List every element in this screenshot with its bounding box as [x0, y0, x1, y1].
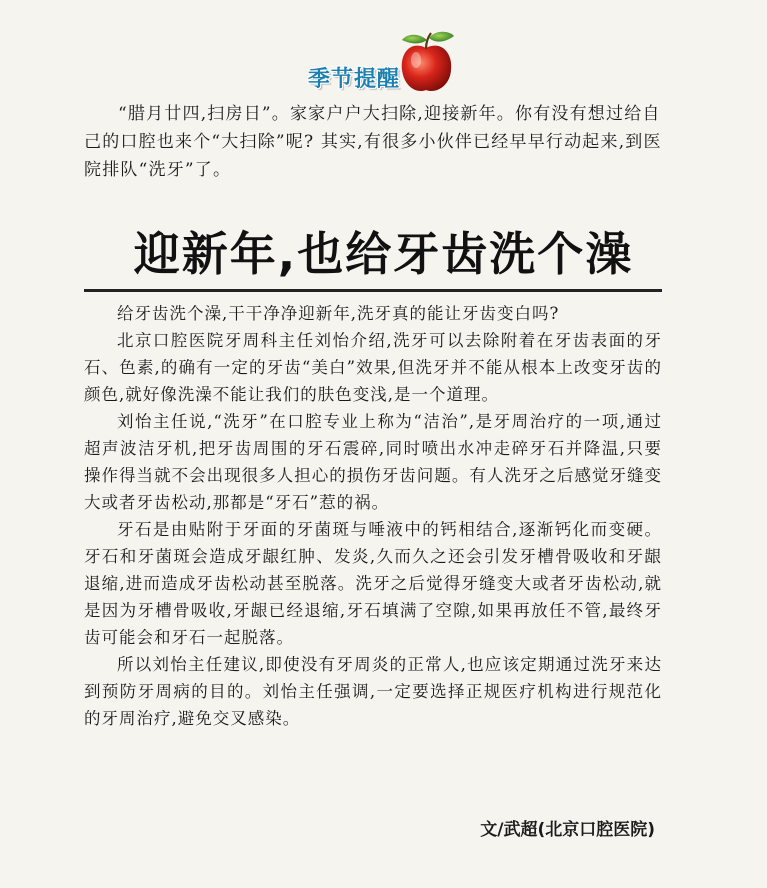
byline: 文/武超(北京口腔医院): [480, 820, 655, 840]
article-paragraph: 给牙齿洗个澡,干干净净迎新年,洗牙真的能让牙齿变白吗?: [117, 304, 560, 323]
intro-text: “腊月廿四,扫房日”。家家户户大扫除,迎接新年。你有没有想过给自己的口腔也来个“大扫除”呢? 其实,有很多小伙伴已经早早行动起来,到医院排队“洗牙”了。: [84, 104, 662, 180]
article-body: [84, 300, 662, 732]
article-paragraph: 北京口腔医院牙周科主任刘怡介绍,洗牙可以去除附着在牙齿表面的牙石、色素,的确有一定的牙齿“美白”效果,但洗牙并不能从根本上改变牙齿的颜色,就好像洗澡不能让我们的肤色变浅,是一个道理。: [84, 331, 662, 404]
article-paragraph: 刘怡主任说,“洗牙”在口腔专业上称为“洁治”,是牙周治疗的一项,通过超声波洁牙机,把牙齿周围的牙石震碎,同时喷出水冲走碎牙石并降温,只要操作得当就不会出现很多人担心的损伤牙齿问题。有人洗牙之后感觉牙缝变大或者牙齿松动,那都是“牙石”惹的祸。: [84, 412, 662, 512]
headline-divider: [84, 289, 662, 292]
apple-icon: [396, 30, 456, 96]
article-paragraph: 所以刘怡主任建议,即使没有牙周炎的正常人,也应该定期通过洗牙来达到预防牙周病的目的。刘怡主任强调,一定要选择正规医疗机构进行规范化的牙周治疗,避免交叉感染。: [84, 655, 662, 728]
intro-paragraph: [84, 100, 674, 184]
headline: 迎新年,也给牙齿洗个澡: [133, 227, 634, 281]
article-paragraph: 牙石是由贴附于牙面的牙菌斑与唾液中的钙相结合,逐渐钙化而变硬。牙石和牙菌斑会造成牙龈红肿、发炎,久而久之还会引发牙槽骨吸收和牙龈退缩,进而造成牙齿松动甚至脱落。洗牙之后觉得牙缝变大或者牙齿松动,就是因为牙槽骨吸收,牙龈已经退缩,牙石填满了空隙,如果再放任不管,最终牙齿可能会和牙石一起脱落。: [84, 520, 662, 647]
section-logo: [296, 28, 466, 96]
logo-text: 季节提醒: [308, 67, 401, 92]
